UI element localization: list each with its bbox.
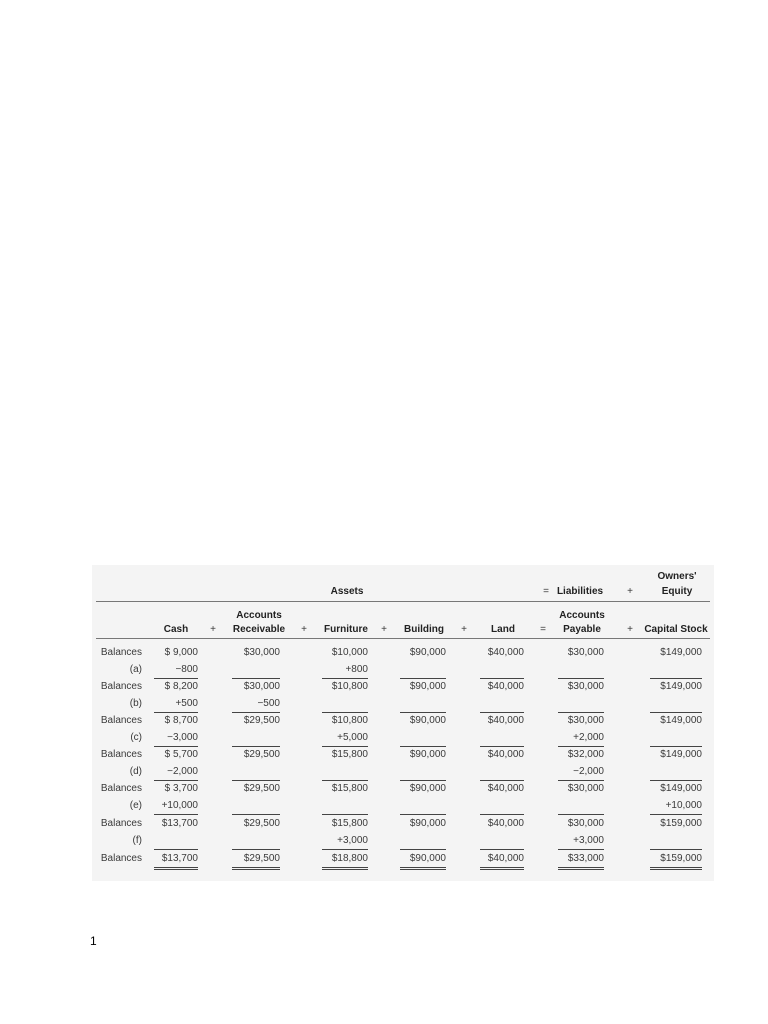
cash-cell: $13,700 (154, 850, 198, 870)
building-cell: $90,000 (409, 647, 446, 658)
building-cell (400, 729, 446, 747)
row-label: (a) (129, 664, 142, 675)
ap-cell: +3,000 (558, 832, 604, 850)
col-cash: Cash (163, 624, 189, 635)
land-cell (480, 729, 524, 747)
ap-cell (558, 661, 604, 679)
table-row-final-balances (92, 850, 714, 867)
accounting-equation-table (92, 565, 714, 881)
col-eq-2: = (540, 624, 546, 635)
land-cell (480, 661, 524, 679)
row-label: (c) (130, 732, 142, 743)
ap-cell (558, 797, 604, 815)
cash-cell: $ 8,200 (164, 681, 198, 692)
table-row (92, 780, 714, 797)
cash-cell: $ 5,700 (164, 749, 198, 760)
furniture-cell: +800 (322, 661, 368, 679)
cash-cell: +10,000 (154, 797, 198, 815)
row-label: Balances (100, 853, 142, 864)
building-cell: $90,000 (409, 715, 446, 726)
ar-cell: $29,500 (243, 818, 280, 829)
furniture-cell: $15,800 (331, 749, 368, 760)
furniture-cell (322, 763, 368, 781)
capital-cell: $159,000 (660, 818, 702, 829)
table-row (92, 832, 714, 849)
furniture-cell: $10,800 (331, 681, 368, 692)
ar-cell: $30,000 (243, 647, 280, 658)
table-row (92, 678, 714, 695)
ap-cell: $33,000 (558, 850, 604, 870)
furniture-cell (322, 695, 368, 713)
land-cell: $40,000 (480, 850, 524, 870)
col-ap-line1: Accounts (559, 610, 605, 621)
cash-cell: −800 (154, 661, 198, 679)
ap-cell: $30,000 (567, 783, 604, 794)
building-cell: $90,000 (400, 850, 446, 870)
col-op-4: + (461, 624, 467, 635)
furniture-cell: +3,000 (322, 832, 368, 850)
furniture-cell: $18,800 (322, 850, 368, 870)
table-row (92, 797, 714, 814)
ar-cell: −500 (232, 695, 280, 713)
ar-cell: $29,500 (243, 715, 280, 726)
ar-cell (232, 661, 280, 679)
cash-cell: −3,000 (154, 729, 198, 747)
table-row (92, 695, 714, 712)
row-label: Balances (100, 715, 142, 726)
land-cell (480, 695, 524, 713)
capital-cell (650, 763, 702, 781)
land-cell: $40,000 (487, 647, 524, 658)
cash-cell: $ 8,700 (164, 715, 198, 726)
ap-cell: $30,000 (567, 818, 604, 829)
land-cell: $40,000 (487, 681, 524, 692)
ar-cell (232, 797, 280, 815)
row-label: (f) (132, 835, 142, 846)
cash-cell: −2,000 (154, 763, 198, 781)
ap-cell: $30,000 (567, 715, 604, 726)
building-cell (400, 661, 446, 679)
ap-cell: $30,000 (567, 681, 604, 692)
col-op-1: + (210, 624, 216, 635)
building-cell: $90,000 (409, 818, 446, 829)
furniture-cell: $15,800 (331, 818, 368, 829)
col-furniture: Furniture (324, 624, 368, 635)
col-capital-stock: Capital Stock (644, 624, 708, 635)
ar-cell (232, 729, 280, 747)
capital-cell (650, 695, 702, 713)
furniture-cell: +5,000 (322, 729, 368, 747)
header-divider-bottom (96, 638, 710, 639)
owners-equity-header-line2: Equity (661, 586, 693, 597)
row-label: Balances (100, 647, 142, 658)
owners-equity-header-line1: Owners' (657, 571, 697, 582)
col-op-2: + (301, 624, 307, 635)
row-label: (e) (129, 800, 142, 811)
furniture-cell (322, 797, 368, 815)
cash-cell: $13,700 (161, 818, 198, 829)
building-cell (400, 832, 446, 850)
capital-cell: +10,000 (650, 797, 702, 815)
land-cell (480, 797, 524, 815)
furniture-cell: $15,800 (331, 783, 368, 794)
plus-sign-top: + (627, 586, 633, 597)
ap-cell: $30,000 (567, 647, 604, 658)
building-cell: $90,000 (409, 783, 446, 794)
row-label: Balances (100, 749, 142, 760)
equals-sign-top: = (543, 586, 549, 597)
building-cell (400, 695, 446, 713)
ar-cell (232, 832, 280, 850)
land-cell (480, 763, 524, 781)
capital-cell: $149,000 (660, 681, 702, 692)
col-building: Building (404, 624, 444, 635)
land-cell: $40,000 (487, 783, 524, 794)
building-cell (400, 797, 446, 815)
table-row (92, 712, 714, 729)
ap-cell: $32,000 (567, 749, 604, 760)
ap-cell: −2,000 (558, 763, 604, 781)
ar-cell: $29,500 (243, 783, 280, 794)
land-cell: $40,000 (487, 715, 524, 726)
ar-cell (232, 763, 280, 781)
ar-cell: $29,500 (243, 749, 280, 760)
capital-cell: $159,000 (650, 850, 702, 870)
building-cell: $90,000 (409, 749, 446, 760)
cash-cell: +500 (154, 695, 198, 713)
capital-cell (650, 661, 702, 679)
capital-cell: $149,000 (660, 715, 702, 726)
table-row (92, 746, 714, 763)
row-label: Balances (100, 783, 142, 794)
ap-cell: +2,000 (558, 729, 604, 747)
table-row (92, 763, 714, 780)
land-cell: $40,000 (487, 749, 524, 760)
ap-cell (558, 695, 604, 713)
cash-cell (154, 832, 198, 850)
col-ar-line2: Receivable (232, 624, 286, 635)
col-land: Land (491, 624, 515, 635)
row-label: (b) (129, 698, 142, 709)
row-label: Balances (100, 681, 142, 692)
header-divider-top (96, 601, 710, 602)
ar-cell: $29,500 (232, 850, 280, 870)
capital-cell: $149,000 (660, 749, 702, 760)
row-label: (d) (129, 766, 142, 777)
col-op-3: + (381, 624, 387, 635)
col-ar-line1: Accounts (236, 610, 282, 621)
liabilities-header: Liabilities (556, 586, 604, 597)
building-cell (400, 763, 446, 781)
land-cell: $40,000 (487, 818, 524, 829)
furniture-cell: $10,000 (331, 647, 368, 658)
table-row (92, 644, 714, 661)
furniture-cell: $10,800 (331, 715, 368, 726)
land-cell (480, 832, 524, 850)
cash-cell: $ 3,700 (164, 783, 198, 794)
cash-cell: $ 9,000 (164, 647, 198, 658)
table-row (92, 661, 714, 678)
capital-cell (650, 729, 702, 747)
col-op-5: + (627, 624, 633, 635)
capital-cell (650, 832, 702, 850)
page-number: 1 (90, 934, 97, 948)
assets-header: Assets (330, 586, 364, 597)
capital-cell: $149,000 (660, 647, 702, 658)
col-ap-line2: Payable (563, 624, 601, 635)
capital-cell: $149,000 (660, 783, 702, 794)
table-row (92, 815, 714, 832)
building-cell: $90,000 (409, 681, 446, 692)
row-label: Balances (100, 818, 142, 829)
table-row (92, 729, 714, 746)
ar-cell: $30,000 (243, 681, 280, 692)
